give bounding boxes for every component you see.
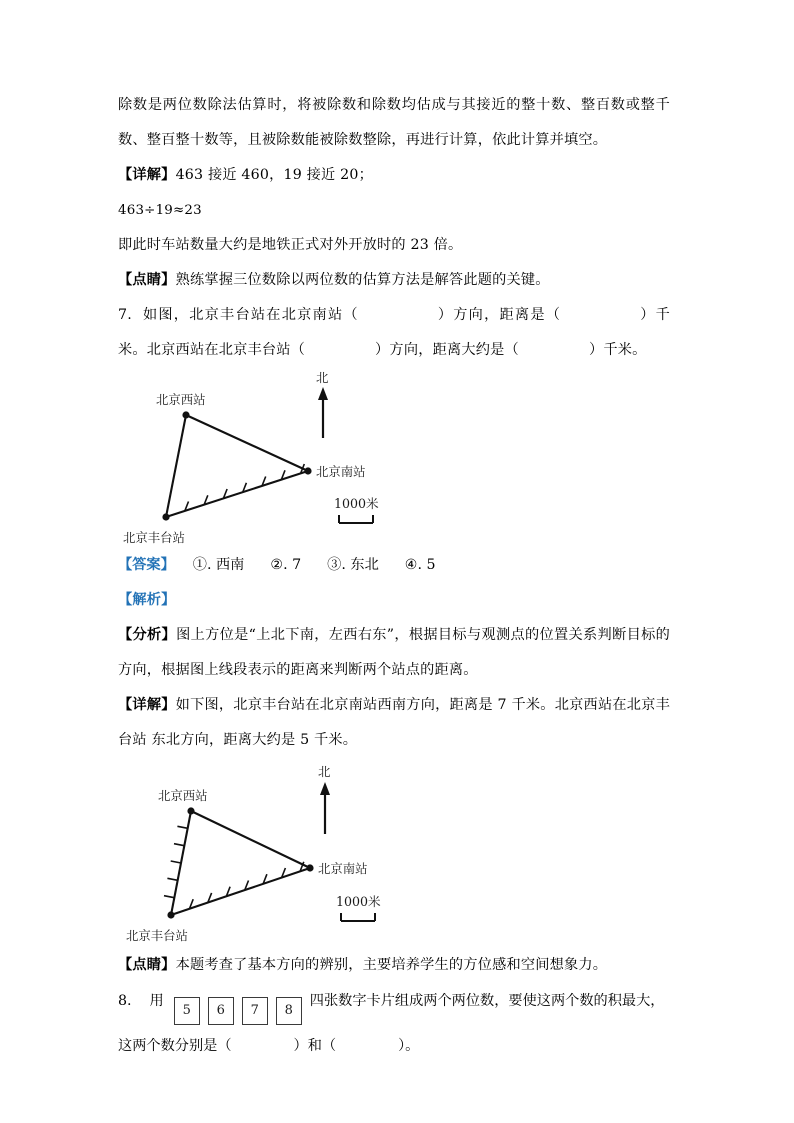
detail-label-q7: 【详解】 [118, 697, 176, 713]
north-arrow-head-2 [320, 782, 330, 795]
page-content [118, 88, 670, 1064]
scale-label-2: 1000米 [336, 894, 381, 909]
station-dot-fengtai [162, 513, 169, 520]
formula-line-q6: 463÷19≈23 [118, 203, 202, 218]
station-label-fengtai-2: 北京丰台站 [126, 928, 188, 943]
conclusion-line-q6: 即此时车站数量大约是地铁正式对外开放时的 23 倍。 [118, 237, 463, 253]
scale-bar-2 [341, 913, 375, 921]
station-label-fengtai: 北京丰台站 [123, 530, 185, 545]
scale-bar [339, 515, 373, 523]
question-7-number: 7. [118, 307, 132, 323]
question-8-stem [118, 983, 670, 1064]
detail-paragraph-q7 [118, 688, 670, 758]
edge-xi-fengtai [166, 415, 186, 517]
analysis-label: 【解析】 [118, 592, 176, 608]
north-arrow-head [318, 387, 328, 400]
digit-card-4[interactable]: 8 [276, 997, 302, 1025]
answer-marker-2: ②. [270, 557, 288, 573]
edge-fengtai-nan [166, 471, 308, 517]
analyze-text: 图上方位是“上北下南，左西右东”，根据目标与观测点的位置关系判断目标的方向，根据图上线段表示的距离来判断两个站点的距离。 [118, 627, 670, 678]
question-8-lead: 用 [149, 993, 164, 1009]
scale-label: 1000米 [334, 496, 379, 511]
insight-paragraph-q7 [118, 948, 670, 983]
station-label-xi-2: 北京西站 [158, 788, 208, 803]
answer-marker-1: ①. [192, 557, 212, 573]
station-dot-nan-2 [306, 864, 313, 871]
question-8-stem-part3: ）。 [398, 1038, 420, 1054]
answer-marker-3: ③. [327, 557, 346, 573]
detail-line-q6 [118, 158, 670, 193]
question-8-stem-part2: ）和（ [293, 1038, 337, 1054]
figure-1-container [118, 368, 670, 548]
edge-xi-nan [186, 415, 308, 471]
insight-text: 熟练掌握三位数除以两位数的估算方法是解答此题的关键。 [175, 272, 550, 288]
scale-ticks-bottom-2 [189, 862, 303, 909]
question-7-stem-part2: ）方向，距离 [436, 307, 531, 323]
question-7-stem-part5: ）千米。 [588, 342, 647, 358]
answer-value-2: 7 [292, 557, 302, 573]
digit-card-1[interactable]: 5 [174, 997, 200, 1025]
station-dot-xi [182, 411, 189, 418]
question-7-stem-part4: ）方向，距离大约是（ [375, 342, 519, 358]
edge2-xi-nan [191, 811, 310, 868]
answer-label: 【答案】 [118, 557, 175, 573]
digit-card-group [174, 992, 310, 1028]
detail-text: 463 接近 460，19 接近 20； [175, 167, 373, 183]
station-label-xi: 北京西站 [156, 392, 206, 407]
answer-marker-4: ④. [404, 557, 422, 573]
analysis-label-row [118, 583, 670, 618]
question-8-number: 8. [118, 993, 132, 1009]
station-dot-xi-2 [187, 807, 194, 814]
analyze-label: 【分析】 [118, 627, 177, 643]
north-label-2: 北 [318, 764, 331, 779]
station-label-nan: 北京南站 [316, 464, 366, 479]
detail-text-q7: 如下图，北京丰台站在北京南站西南方向，距离是 7 千米。北京西站在北京丰台站 东北方向，距离大约是 5 千米。 [118, 697, 670, 748]
answer-value-1: 西南 [215, 557, 245, 573]
answer-row-q7 [118, 548, 670, 583]
analyze-paragraph-q7 [118, 618, 670, 688]
question-7-stem-part3: ）千米。北京西站在北京丰台站（ [118, 307, 671, 358]
explanation-paragraph: 除数是两位数除法估算时，将被除数和除数均估成与其接近的整十数、整百数或整千数、整百整十数等，且被除数能被除数整除，再进行计算，依此计算并填空。 [118, 97, 670, 148]
digit-card-3[interactable]: 7 [242, 997, 268, 1025]
digit-card-2[interactable]: 6 [208, 997, 234, 1025]
beijing-stations-map-solution-svg [118, 758, 418, 948]
question-7-stem-part1: 如图，北京丰台站在北京南站（ [141, 307, 359, 323]
station-dot-fengtai-2 [167, 911, 174, 918]
figure-2-container [118, 758, 670, 948]
answer-item-2 [270, 548, 301, 583]
edge2-fengtai-nan [171, 868, 310, 915]
answer-item-3 [327, 548, 379, 583]
answer-value-4: 5 [426, 557, 436, 573]
question-8-stem-part1: 四张数字卡片组成两个两位数，要使这两个数的积最大，这两个数分别是（ [118, 993, 665, 1054]
insight-text-q7: 本题考查了基本方向的辨别，主要培养学生的方位感和空间想象力。 [175, 957, 608, 973]
insight-line-q6 [118, 263, 670, 298]
insight-label: 【点睛】 [118, 272, 176, 288]
answer-item-4 [405, 548, 436, 583]
beijing-stations-map-svg [118, 368, 418, 548]
question-7-stem-part2b: 是（ [530, 307, 562, 323]
detail-label: 【详解】 [118, 167, 176, 183]
station-dot-nan [304, 467, 311, 474]
station-label-nan-2: 北京南站 [318, 861, 368, 876]
answer-item-1 [193, 548, 245, 583]
question-7-stem [118, 298, 670, 368]
insight-label-q7: 【点睛】 [118, 957, 176, 973]
answer-value-3: 东北 [350, 557, 379, 573]
north-label: 北 [316, 370, 329, 385]
